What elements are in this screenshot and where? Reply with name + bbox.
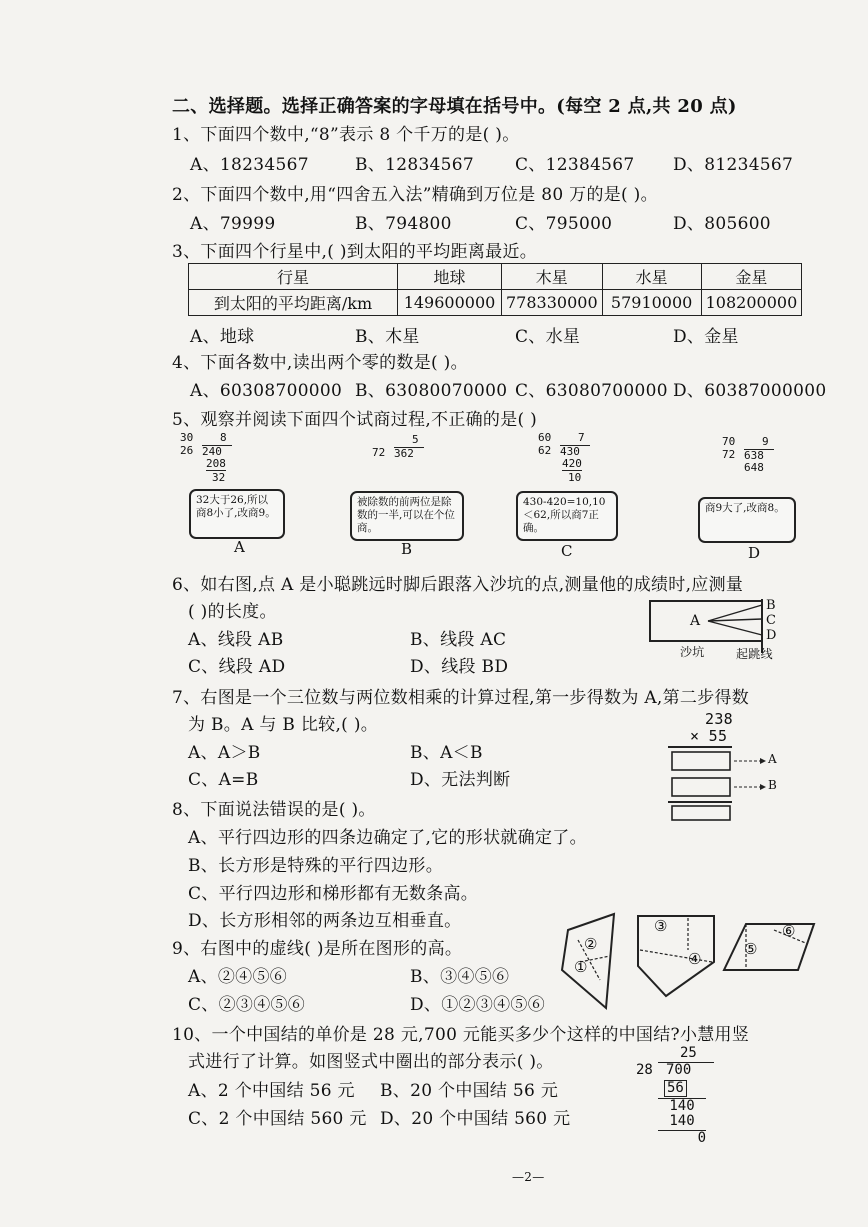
div-c-quotient: 7: [578, 431, 585, 444]
q1-option-b: B、12834567: [355, 155, 475, 175]
fig-point-d: D: [766, 628, 777, 643]
q7-stem-line1: 7、右图是一个三位数与两位数相乘的计算过程,第一步得数为 A,第二步得数: [172, 688, 750, 708]
fig-label-2: ②: [584, 935, 598, 953]
q5-stem: 5、观察并阅读下面四个试商过程,不正确的是( ): [172, 410, 538, 430]
q1-stem: 1、下面四个数中,“8”表示 8 个千万的是( )。: [172, 125, 520, 145]
note-a: 32大于26,所以商8小了,改商9。: [189, 489, 285, 539]
q4-option-c: C、63080700000: [515, 381, 668, 401]
fig-point-a: A: [690, 613, 701, 629]
q9-stem: 9、右图中的虚线( )是所在图形的高。: [172, 939, 463, 959]
q6-option-a: A、线段 AB: [188, 630, 284, 650]
q8-stem: 8、下面说法错误的是( )。: [172, 800, 376, 820]
q9-option-d: D、①②③④⑤⑥: [410, 995, 546, 1015]
q8-option-c: C、平行四边形和梯形都有无数条高。: [188, 884, 479, 904]
note-d: 商9大了,改商8。: [698, 497, 796, 543]
fig-label-4: ④: [688, 950, 702, 968]
q10-option-a: A、2 个中国结 56 元: [188, 1081, 355, 1101]
fig-takeoff-line-label: 起跳线: [736, 647, 773, 661]
q6-option-d: D、线段 BD: [410, 657, 509, 677]
q6-stem-line1: 6、如右图,点 A 是小聪跳远时脚后跟落入沙坑的点,测量他的成绩时,应测量: [172, 575, 744, 595]
q6-option-b: B、线段 AC: [410, 630, 507, 650]
div-d-divisor: 72: [722, 448, 736, 461]
q8-option-a: A、平行四边形的四条边确定了,它的形状就确定了。: [188, 828, 587, 848]
fig-point-b: B: [766, 598, 776, 613]
ld-dividend: 700: [658, 1062, 714, 1078]
ld-remainder-2: 0: [658, 1130, 706, 1146]
div-d-quotient: 9: [762, 435, 769, 448]
q9-option-a: A、②④⑤⑥: [188, 967, 288, 987]
q7-option-d: D、无法判断: [410, 770, 511, 790]
ld-remainder-1: 140: [658, 1098, 706, 1114]
q2-stem: 2、下面四个数中,用“四舍五入法”精确到万位是 80 万的是( )。: [172, 185, 658, 205]
mult-label-b: B: [768, 778, 778, 792]
q7-option-c: C、A=B: [188, 770, 259, 790]
choice-label-b: B: [401, 540, 413, 558]
q4-stem: 4、下面各数中,读出两个零的数是( )。: [172, 353, 468, 373]
table-header-earth: 地球: [398, 264, 502, 290]
q3-option-a: A、地球: [190, 327, 255, 347]
table-header-jupiter: 木星: [502, 264, 603, 290]
div-a-dividend: 240: [202, 445, 232, 458]
q8-option-d: D、长方形相邻的两条边互相垂直。: [188, 911, 462, 931]
div-c-remainder: 10: [568, 471, 582, 484]
choice-label-c: C: [561, 542, 573, 560]
q3-option-c: C、水星: [515, 327, 581, 347]
div-b-divisor: 72: [372, 446, 386, 459]
mult-top-number: 238: [705, 710, 733, 728]
q10-stem-line1: 10、一个中国结的单价是 28 元,700 元能买多少个这样的中国结?小慧用竖: [172, 1025, 750, 1045]
q3-stem: 3、下面四个行星中,( )到太阳的平均距离最近。: [172, 242, 538, 262]
q1-option-d: D、81234567: [673, 155, 794, 175]
table-cell-mercury: 57910000: [602, 290, 701, 316]
table-row-label: 到太阳的平均距离/km: [189, 290, 398, 316]
table-cell-earth: 149600000: [398, 290, 502, 316]
fig-sand-pit-label: 沙坑: [680, 645, 705, 659]
note-c: 430-420=10,10＜62,所以商7正确。: [516, 491, 618, 541]
q6-stem-line2: ( )的长度。: [188, 602, 277, 622]
q10-option-b: B、20 个中国结 56 元: [380, 1081, 559, 1101]
q10-option-c: C、2 个中国结 560 元: [188, 1109, 367, 1129]
div-a-divisor: 26: [180, 444, 194, 457]
q6-option-c: C、线段 AD: [188, 657, 286, 677]
q4-option-b: B、63080070000: [355, 381, 508, 401]
fig-label-3: ③: [654, 917, 668, 935]
div-d-divisor-estimate: 70: [722, 435, 736, 448]
q4-option-d: D、60387000000: [673, 381, 827, 401]
q2-option-c: C、795000: [515, 214, 613, 234]
div-a-remainder: 32: [212, 471, 226, 484]
div-a-divisor-estimate: 30: [180, 431, 194, 444]
q4-option-a: A、60308700000: [190, 381, 343, 401]
fig-point-c: C: [766, 613, 777, 628]
q9-option-b: B、③④⑤⑥: [410, 967, 510, 987]
q3-option-b: B、木星: [355, 327, 420, 347]
table-cell-venus: 108200000: [701, 290, 802, 316]
div-c-dividend: 430: [560, 445, 590, 458]
table-header-planet: 行星: [189, 264, 398, 290]
mult-label-a: A: [768, 752, 777, 766]
choice-label-a: A: [234, 538, 245, 556]
q3-option-d: D、金星: [673, 327, 739, 347]
div-b-quotient: 5: [412, 433, 419, 446]
div-a-quotient: 8: [220, 431, 227, 444]
div-b-dividend: 362: [394, 447, 424, 460]
fig-label-5: ⑤: [744, 940, 758, 958]
div-d-dividend: 638: [744, 449, 774, 462]
fig-label-1: ①: [574, 958, 588, 976]
q1-option-c: C、12384567: [515, 155, 635, 175]
fig-label-6: ⑥: [782, 922, 796, 940]
q10-stem-line2: 式进行了计算。如图竖式中圈出的部分表示( )。: [188, 1052, 554, 1072]
choice-label-d: D: [748, 544, 761, 562]
table-header-venus: 金星: [701, 264, 802, 290]
div-a-product: 208: [206, 457, 226, 470]
q2-option-b: B、794800: [355, 214, 452, 234]
q7-stem-line2: 为 B。A 与 B 比较,( )。: [188, 715, 379, 735]
section-title: 二、选择题。选择正确答案的字母填在括号中。(每空 2 点,共 20 点): [172, 96, 737, 117]
multiplication-figure: [668, 744, 778, 824]
ld-circled-product: 56: [664, 1080, 687, 1097]
q7-option-a: A、A＞B: [188, 743, 261, 763]
note-b: 被除数的前两位是除数的一半,可以在个位商。: [350, 491, 464, 541]
planet-distance-table: [188, 263, 802, 316]
page-number: —2—: [512, 1170, 545, 1184]
ld-quotient: 25: [680, 1045, 697, 1061]
ld-divisor: 28: [636, 1062, 653, 1078]
mult-multiplier: × 55: [690, 727, 728, 745]
q2-option-a: A、79999: [190, 214, 276, 234]
q2-option-d: D、805600: [673, 214, 771, 234]
div-c-divisor-estimate: 60: [538, 431, 552, 444]
div-d-product: 648: [744, 461, 764, 474]
table-cell-jupiter: 778330000: [502, 290, 603, 316]
q7-option-b: B、A＜B: [410, 743, 483, 763]
ld-product-2: 140: [669, 1113, 695, 1129]
q8-option-b: B、长方形是特殊的平行四边形。: [188, 856, 443, 876]
table-header-mercury: 水星: [602, 264, 701, 290]
div-c-divisor: 62: [538, 444, 552, 457]
q1-option-a: A、18234567: [190, 155, 309, 175]
div-c-product: 420: [562, 457, 582, 470]
q10-option-d: D、20 个中国结 560 元: [380, 1109, 571, 1129]
q9-option-c: C、②③④⑤⑥: [188, 995, 306, 1015]
